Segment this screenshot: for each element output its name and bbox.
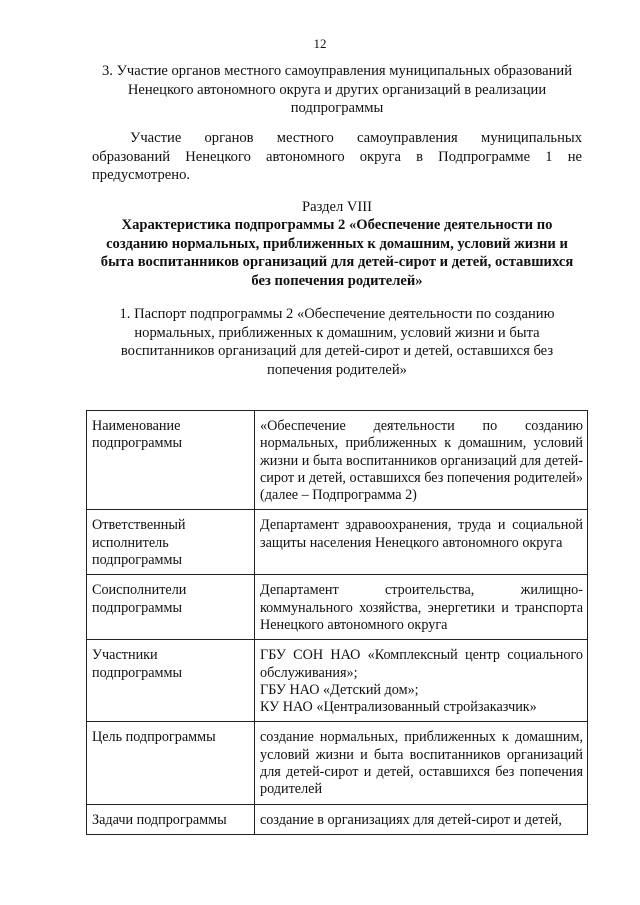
row-value-line: «Обеспечение деятельности по созданию нормальных, приближенных к домашним, условий жизни и быта воспитанников организаций для детей-сирот и детей, оставшихся без попечения родителей» (далее – Подпрограмма 2) [260, 418, 583, 504]
section-label: Раздел VIII [301, 199, 373, 215]
row-value-line: создание нормальных, приближенных к домашним, условий жизни и быта воспитанников организаций для детей-сирот и детей, оставшихся без попечения родителей [260, 729, 583, 798]
page-number: 12 [313, 36, 327, 51]
table-row [87, 640, 588, 722]
section-title: Характеристика подпрограммы 2 «Обеспечение деятельности по созданию нормальных, приближенных к домашним, условий жизни и быта воспитанников организаций для детей-сирот и детей, оставшихся без попечения родителей» [100, 217, 574, 289]
row-value-line: КУ НАО «Централизованный стройзаказчик» [260, 699, 537, 716]
passport-table [86, 410, 588, 835]
row-value [255, 510, 588, 575]
table-row [87, 722, 588, 804]
table-row [87, 411, 588, 510]
row-value-line: Департамент здравоохранения, труда и социальной защиты населения Ненецкого автономного округа [260, 517, 583, 551]
table-row [87, 510, 588, 575]
row-value [255, 722, 588, 804]
row-value-line: ГБУ СОН НАО «Комплексный центр социального обслуживания»; [260, 647, 583, 681]
row-label: Соисполнители подпрограммы [87, 575, 255, 640]
row-label: Задачи подпрограммы [87, 804, 255, 834]
table-row [87, 575, 588, 640]
subsection-heading: 3. Участие органов местного самоуправления муниципальных образований Ненецкого автономного округа и других организаций в реализации подпрограммы [101, 63, 573, 116]
row-label: Цель подпрограммы [87, 722, 255, 804]
row-value [255, 411, 588, 510]
table-row [87, 804, 588, 834]
row-value-line: ГБУ НАО «Детский дом»; [260, 681, 419, 698]
row-value-line: Департамент строительства, жилищно-коммунального хозяйства, энергетики и транспорта Ненецкого автономного округа [260, 582, 583, 633]
row-value [255, 640, 588, 722]
row-value [255, 575, 588, 640]
row-label: Участники подпрограммы [87, 640, 255, 722]
subsection-paragraph: Участие органов местного самоуправления муниципальных образований Ненецкого автономного округа в Подпрограмме 1 не предусмотрено. [92, 130, 582, 183]
row-value [255, 804, 588, 834]
row-label: Наименование подпрограммы [87, 411, 255, 510]
row-value-line: создание в организациях для детей-сирот и детей, [260, 811, 562, 828]
passport-title: 1. Паспорт подпрограммы 2 «Обеспечение деятельности по созданию нормальных, приближенных к домашним, условий жизни и быта воспитанников организаций для детей-сирот и детей, оставшихся без попечения родителей» [119, 306, 555, 378]
row-label: Ответственный исполнитель подпрограммы [87, 510, 255, 575]
